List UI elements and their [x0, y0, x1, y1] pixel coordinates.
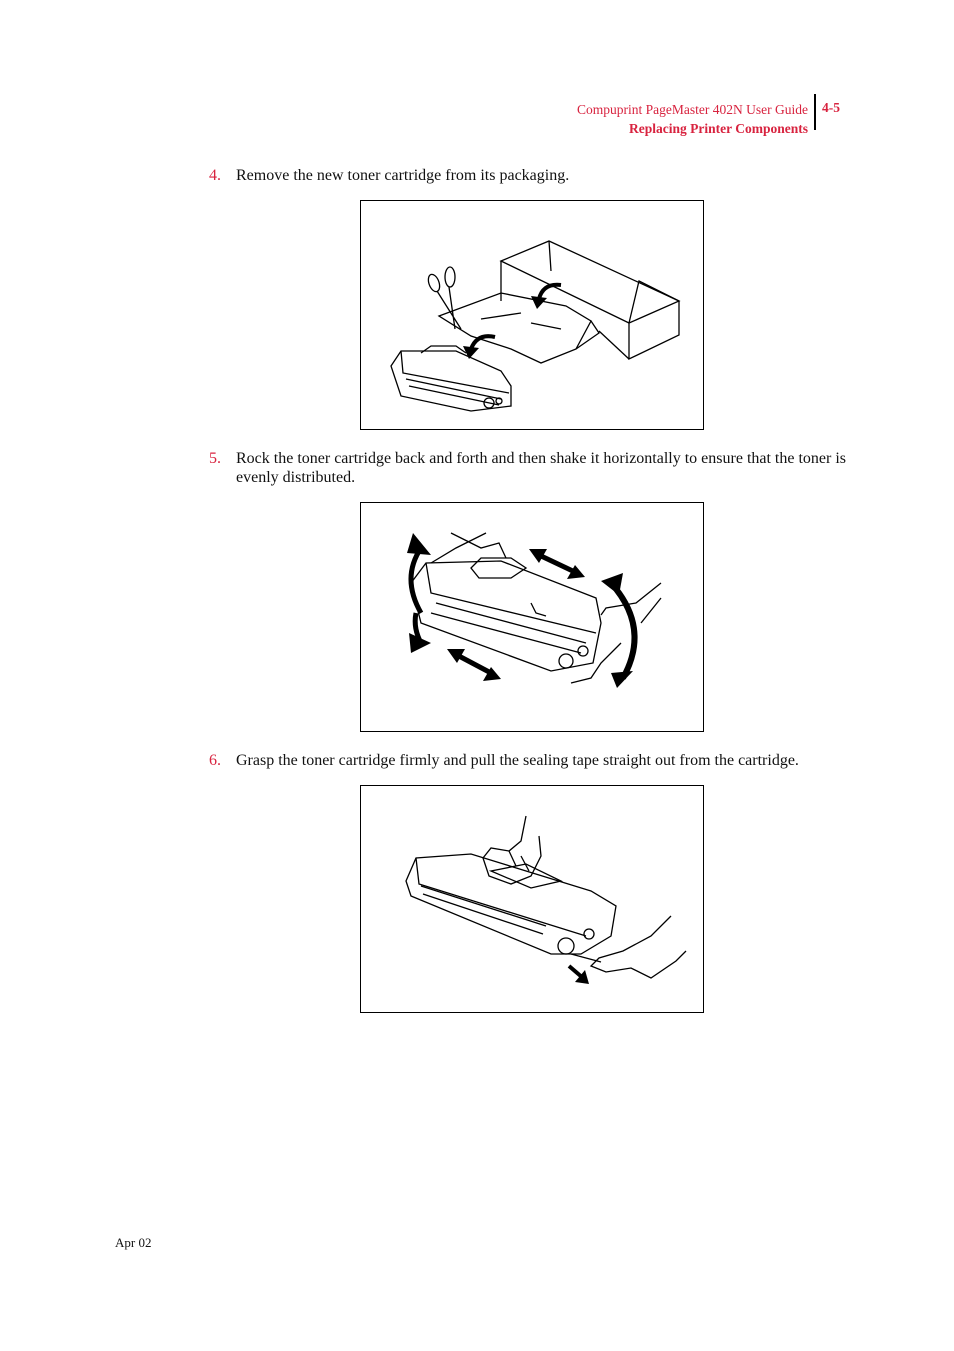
- step-6: [209, 751, 849, 770]
- pull-tape-illustration: [361, 786, 703, 1012]
- page-number: 4-5: [822, 100, 840, 115]
- step-number: 4.: [209, 167, 221, 184]
- step-number: 6.: [209, 752, 221, 769]
- step-text: Grasp the toner cartridge firmly and pull the sealing tape straight out from the cartridge.: [236, 752, 799, 769]
- figure-unpack-cartridge: [360, 200, 704, 430]
- shake-illustration: [361, 503, 703, 731]
- step-number: 5.: [209, 450, 221, 467]
- footer-date: Apr 02: [115, 1235, 152, 1250]
- figure-shake-cartridge: [360, 502, 704, 732]
- guide-title: Compuprint PageMaster 402N User Guide: [577, 102, 808, 117]
- step-text: Remove the new toner cartridge from its packaging.: [236, 167, 570, 184]
- step-text: Rock the toner cartridge back and forth and then shake it horizontally to ensure that the toner is evenly distributed.: [236, 450, 847, 486]
- section-title: Replacing Printer Components: [629, 121, 808, 136]
- unpack-illustration: [361, 201, 703, 429]
- step-5: [209, 449, 849, 487]
- running-header: [577, 100, 808, 138]
- figure-pull-sealing-tape: [360, 785, 704, 1013]
- step-4: [209, 166, 849, 185]
- header-divider: [814, 94, 816, 130]
